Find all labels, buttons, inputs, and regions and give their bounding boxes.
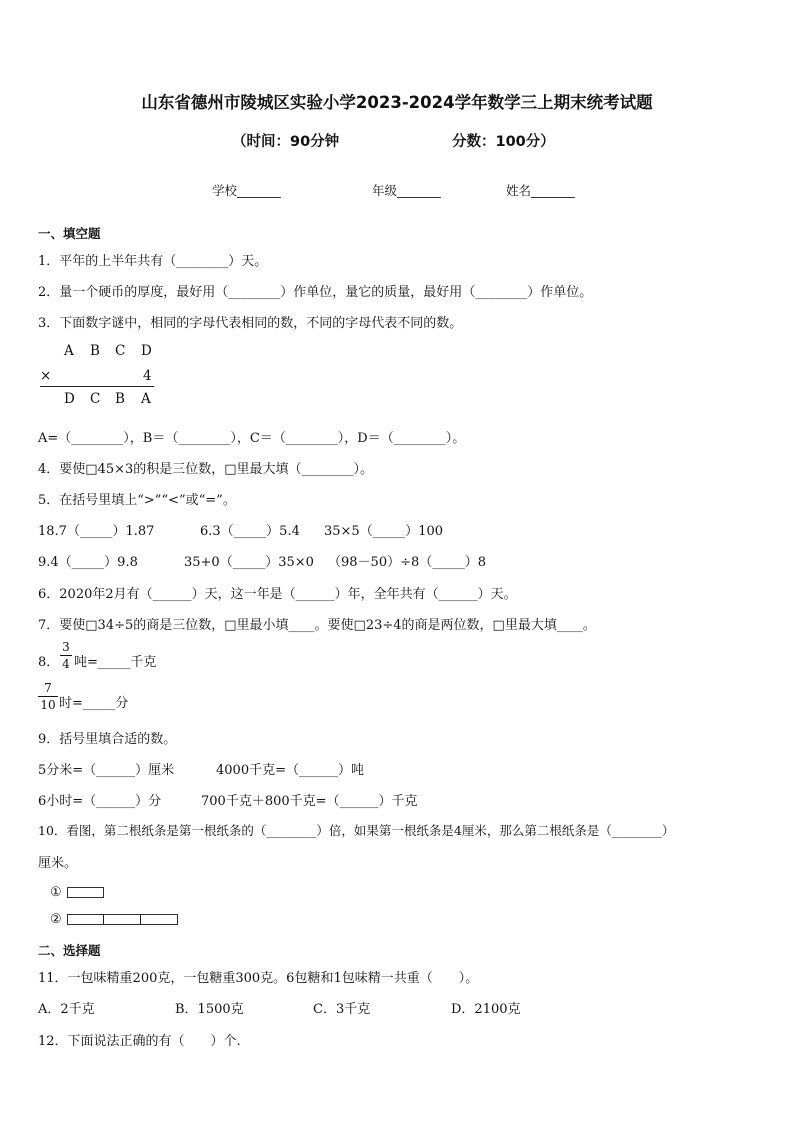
exam-score: 分数：100分） — [452, 134, 555, 150]
fraction-bar — [38, 696, 58, 697]
name-field: 姓名_______ — [506, 183, 575, 198]
question-3: 3．下面数字谜中，相同的字母代表相同的数，不同的字母代表不同的数。 — [38, 316, 463, 331]
puzzle-d1: D — [141, 343, 152, 359]
exam-title: 山东省德州市陵城区实验小学2023-2024学年数学三上期末统考试题 — [141, 93, 653, 112]
puzzle-rule — [40, 386, 154, 387]
q5-item-a: 18.7（_____）1.87 — [38, 524, 155, 539]
question-10-line2: 厘米。 — [38, 856, 78, 871]
question-6: 6．2020年2月有（______）天，这一年是（______）年，全年共有（______）天。 — [38, 587, 517, 602]
q8-fraction-2-denominator: 10 — [40, 698, 56, 712]
question-7: 7．要使□34÷5的商是三位数，□里最小填____。要使□23÷4的商是两位数，□里最大填____。 — [38, 618, 596, 633]
exam-time: （时间：90分钟 — [232, 134, 340, 150]
section-fill-title: 一、填空题 — [38, 226, 101, 241]
q5-item-b: 6.3（_____）5.4 — [200, 524, 300, 539]
school-field: 学校_______ — [212, 183, 281, 198]
fraction-bar — [60, 655, 72, 656]
q11-option-b: B．1500克 — [175, 1002, 244, 1017]
strip-2-divider — [140, 914, 141, 925]
q8-fraction-2-numerator: 7 — [44, 681, 52, 695]
q8-fraction-1-denominator: 4 — [62, 657, 70, 671]
strip-1-label: ① — [50, 885, 62, 900]
puzzle-a1: A — [64, 343, 74, 359]
q5-item-e: 35+0（_____）35×0 — [184, 555, 314, 570]
question-10-line1: 10．看图，第二根纸条是第一根纸条的（________）倍，如果第一根纸条是4厘米，那么第二根纸条是（________） — [38, 823, 675, 838]
question-9: 9．括号里填合适的数。 — [38, 732, 177, 747]
question-1: 1．平年的上半年共有（________）天。 — [38, 254, 268, 269]
strip-2 — [67, 914, 178, 925]
puzzle-b2: B — [115, 391, 125, 407]
puzzle-times-sign: × — [40, 368, 52, 384]
q8-text-1: 吨=_____千克 — [74, 655, 157, 670]
q8-fraction-1 — [60, 640, 72, 671]
q11-option-c: C．3千克 — [313, 1002, 371, 1017]
strip-2-divider — [103, 914, 104, 925]
q8-fraction-2 — [38, 681, 58, 712]
puzzle-multiplier: 4 — [143, 368, 152, 384]
question-2: 2．量一个硬币的厚度，最好用（________）作单位，量它的质量，最好用（________）作单位。 — [38, 285, 593, 300]
q9-item-c: 6小时=（______）分 — [38, 794, 162, 809]
question-12: 12．下面说法正确的有（ ）个. — [38, 1034, 241, 1049]
q9-item-b: 4000千克=（______）吨 — [216, 763, 364, 778]
strip-2-label: ② — [50, 912, 62, 927]
puzzle-c2: C — [90, 391, 101, 407]
section-choice-title: 二、选择题 — [38, 943, 101, 958]
q8-fraction-1-numerator: 3 — [62, 640, 70, 654]
q11-option-d: D．2100克 — [451, 1002, 521, 1017]
q9-item-a: 5分米=（______）厘米 — [38, 763, 175, 778]
question-8-prefix: 8． — [38, 655, 60, 670]
q8-text-2: 时=_____分 — [59, 696, 129, 711]
strip-1 — [67, 887, 104, 898]
puzzle-c1: C — [115, 343, 126, 359]
question-4: 4．要使□45×3的积是三位数，□里最大填（________）。 — [38, 462, 374, 477]
question-3-answer: A=（________），B＝（________），C＝（________），D＝（________）。 — [38, 431, 466, 446]
grade-field: 年级_______ — [372, 183, 441, 198]
q5-item-f: （98－50）÷8（_____）8 — [328, 555, 487, 570]
puzzle-a2: A — [141, 391, 151, 407]
q5-item-d: 9.4（_____）9.8 — [38, 555, 138, 570]
q11-option-a: A．2千克 — [38, 1002, 95, 1017]
puzzle-d2: D — [64, 391, 75, 407]
q9-item-d: 700千克＋800千克=（______）千克 — [201, 794, 418, 809]
question-5: 5．在括号里填上“>”“<”或“=”。 — [38, 493, 236, 508]
question-11: 11．一包味精重200克，一包糖重300克。6包糖和1包味精一共重（ ）。 — [38, 971, 479, 986]
q5-item-c: 35×5（_____）100 — [324, 524, 444, 539]
puzzle-b1: B — [90, 343, 100, 359]
